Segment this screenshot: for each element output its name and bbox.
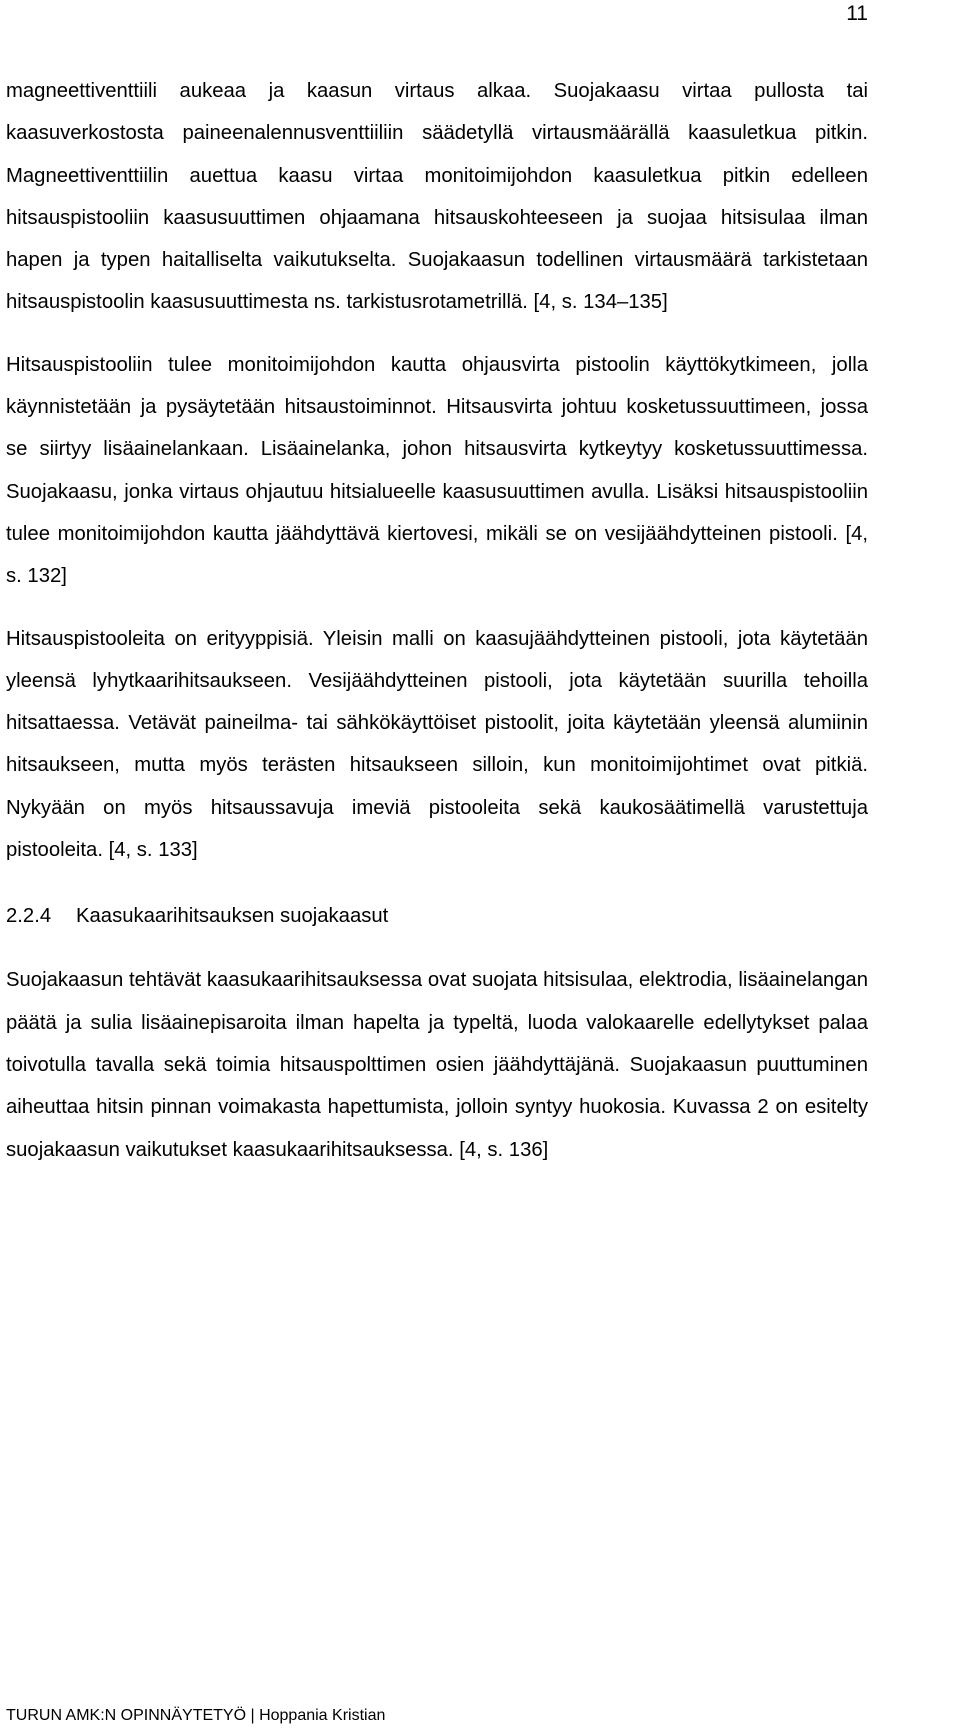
document-body — [6, 70, 868, 1171]
paragraph-torch-control: Hitsauspistooliin tulee monitoimijohdon kautta ohjausvirta pistoolin käyttökytkimeen, jolla käynnistetään ja pysäytetään hitsaustoiminnot. Hitsausvirta johtuu kosketussuuttimeen, jossa se siirtyy lisäainelankaan. Lisäainelanka, johon hitsausvirta kytkeytyy kosketussuuttimessa. Suojakaasu, jonka virtaus ohjautuu hitsialueelle kaasusuuttimen avulla. Lisäksi hitsauspistooliin tulee monitoimijohdon kautta jäähdyttävä kiertovesi, mikäli se on vesijäähdytteinen pistooli. [4, s. 132] — [6, 353, 868, 588]
page-footer: TURUN AMK:N OPINNÄYTETYÖ | Hoppania Kristian — [6, 1707, 386, 1724]
section-title: Kaasukaarihitsauksen suojakaasut — [76, 905, 389, 928]
section-heading — [6, 895, 868, 937]
paragraph-torch-types: Hitsauspistooleita on erityyppisiä. Yleisin malli on kaasujäähdytteinen pistooli, jota käytetään yleensä lyhytkaarihitsaukseen. Vesijäähdytteinen pistooli, jota käytetään suurilla tehoilla hitsattaessa. Vetävät paineilma- tai sähkökäyttöiset pistoolit, joita käytetään yleensä alumiinin hitsaukseen, mutta myös terästen hitsaukseen silloin, kun monitoimijohtimet ovat pitkiä. Nykyään on myös hitsaussavuja imeviä pistooleita sekä kaukosäätimellä varustettuja pistooleita. [4, s. 133] — [6, 627, 868, 862]
page-number: 11 — [846, 2, 868, 25]
paragraph-shielding-gas: Suojakaasun tehtävät kaasukaarihitsauksessa ovat suojata hitsisulaa, elektrodia, lisäainelangan päätä ja sulia lisäainepisaroita ilman hapelta ja typeltä, luoda valokaarelle edellytykset palaa toivotulla tavalla sekä toimia hitsauspolttimen osien jäähdyttäjänä. Suojakaasun puuttuminen aiheuttaa hitsin pinnan voimakasta hapettumista, jolloin syntyy huokosia. Kuvassa 2 on esitelty suojakaasun vaikutukset kaasukaarihitsauksessa. [4, s. 136] — [6, 969, 868, 1161]
paragraph-gas-flow: magneettiventtiili aukeaa ja kaasun virtaus alkaa. Suojakaasu virtaa pullosta tai kaasuverkostosta paineenalennusventtiiliin säädetyllä virtausmäärällä kaasuletkua pitkin. Magneettiventtiilin auettua kaasu virtaa monitoimijohdon kaasuletkua pitkin edelleen hitsauspistooliin kaasusuuttimen ohjaamana hitsauskohteeseen ja suojaa hitsisulaa ilman hapen ja typen haitalliselta vaikutukselta. Suojakaasun todellinen virtausmäärä tarkistetaan hitsauspistoolin kaasusuuttimesta ns. tarkistusrotametrillä. [4, s. 134–135] — [6, 80, 868, 314]
section-number: 2.2.4 — [6, 905, 52, 928]
